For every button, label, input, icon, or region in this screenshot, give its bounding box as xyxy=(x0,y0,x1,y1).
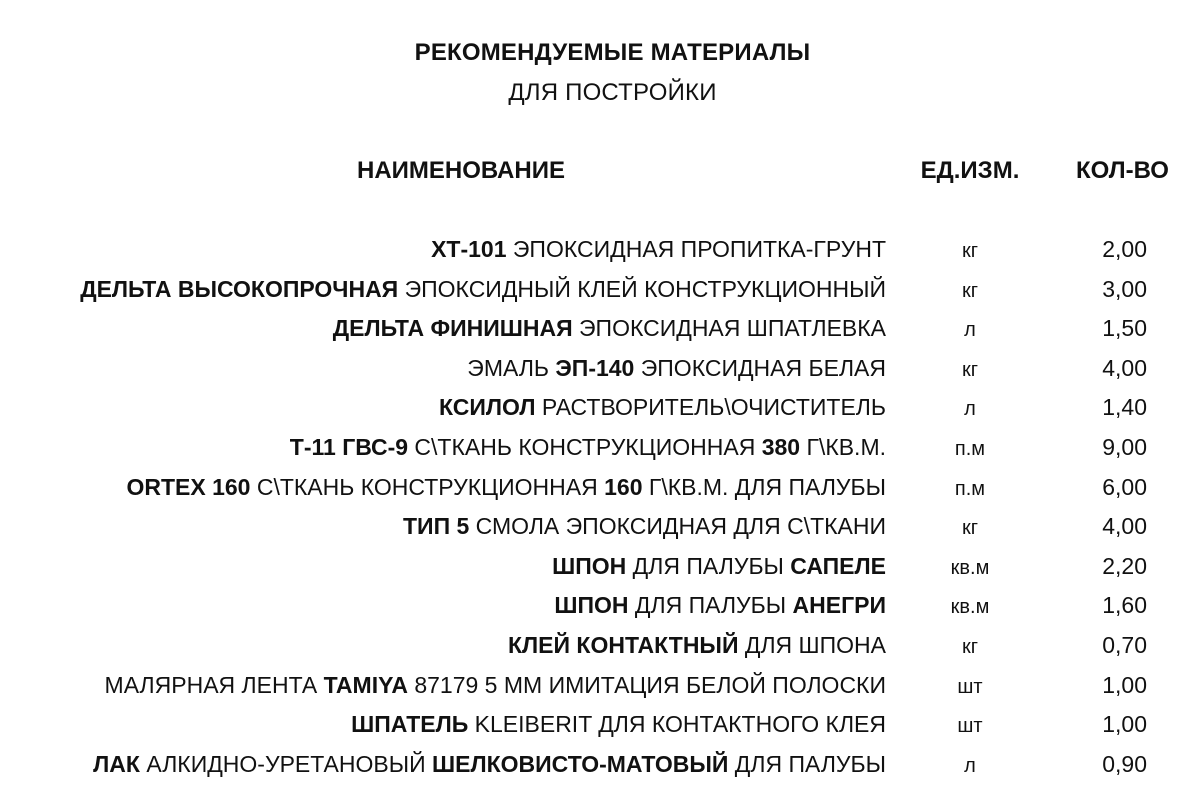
material-name xyxy=(20,353,886,383)
material-name-text: ЭПОКСИДНАЯ БЕЛАЯ xyxy=(634,354,886,381)
material-qty: 4,00 xyxy=(1102,354,1147,381)
material-name-bold: 380 xyxy=(761,433,801,460)
table-row xyxy=(0,670,1200,710)
material-qty: 6,00 xyxy=(1102,473,1147,500)
material-name-bold: АНЕГРИ xyxy=(792,592,886,619)
material-name-bold: ДЕЛЬТА ВЫСОКОПРОЧНАЯ xyxy=(80,275,399,302)
material-name-bold: ТИП 5 xyxy=(402,513,470,540)
material-name-text: ЭПОКСИДНАЯ ПРОПИТКА-ГРУНТ xyxy=(506,236,886,262)
material-name xyxy=(20,670,886,700)
material-unit: кв.м xyxy=(950,556,990,579)
material-qty: 1,40 xyxy=(1102,394,1147,421)
material-unit: шт xyxy=(957,675,983,698)
material-qty: 0,70 xyxy=(1102,631,1147,658)
column-header-unit: ЕД.ИЗМ. xyxy=(920,157,1020,184)
table-row xyxy=(0,709,1200,749)
material-qty: 1,00 xyxy=(1102,711,1147,738)
material-qty: 2,00 xyxy=(1102,236,1147,262)
material-name-bold: ШПОН xyxy=(554,592,629,619)
material-qty: 4,00 xyxy=(1102,513,1147,540)
material-name-bold: ORTEX 160 xyxy=(126,473,251,500)
page-title: РЕКОМЕНДУЕМЫЕ МАТЕРИАЛЫ xyxy=(414,39,811,66)
material-name xyxy=(20,234,886,264)
material-name xyxy=(20,749,886,779)
material-unit: л xyxy=(964,319,976,342)
table-row xyxy=(0,432,1200,472)
material-name-bold: ХТ-101 xyxy=(431,236,507,262)
material-name-text: ДЛЯ ПАЛУБЫ xyxy=(728,750,886,777)
material-name-text: Г\КВ.М. ДЛЯ ПАЛУБЫ xyxy=(642,473,886,500)
table-row xyxy=(0,630,1200,670)
material-name-bold: ШПАТЕЛЬ xyxy=(351,711,469,738)
material-name xyxy=(20,313,886,343)
page-subtitle: ДЛЯ ПОСТРОЙКИ xyxy=(508,79,717,106)
material-name-text: Г\КВ.М. xyxy=(800,433,886,460)
material-name xyxy=(20,590,886,620)
material-qty: 3,00 xyxy=(1102,275,1147,302)
material-unit: п.м xyxy=(954,437,986,460)
material-name-bold: ЭП-140 xyxy=(555,354,635,381)
material-qty: 1,60 xyxy=(1102,592,1147,619)
material-name xyxy=(20,630,886,660)
material-name-text: ЭПОКСИДНЫЙ КЛЕЙ КОНСТРУКЦИОННЫЙ xyxy=(398,275,886,302)
table-row xyxy=(0,472,1200,512)
material-qty: 9,00 xyxy=(1102,433,1147,460)
material-name xyxy=(20,432,886,462)
material-unit: кг xyxy=(961,517,979,540)
material-name xyxy=(20,709,886,739)
material-unit: кг xyxy=(961,358,979,381)
material-name-text: С\ТКАНЬ КОНСТРУКЦИОННАЯ xyxy=(408,433,762,460)
material-unit: шт xyxy=(957,715,983,738)
material-name-text: ЭПОКСИДНАЯ ШПАТЛЕВКА xyxy=(572,315,886,342)
material-name-bold: ЛАК xyxy=(93,750,140,777)
table-row xyxy=(0,313,1200,353)
table-row xyxy=(0,551,1200,591)
material-name xyxy=(20,511,886,541)
material-name-text: РАСТВОРИТЕЛЬ\ОЧИСТИТЕЛЬ xyxy=(535,394,886,421)
material-name xyxy=(20,392,886,422)
material-name-text: ЭМАЛЬ xyxy=(467,354,556,381)
material-name-bold: САПЕЛЕ xyxy=(790,552,886,579)
material-name-text: ДЛЯ ПАЛУБЫ xyxy=(628,592,793,619)
material-unit: л xyxy=(964,398,976,421)
material-unit: п.м xyxy=(954,477,986,500)
material-unit: л xyxy=(964,754,976,777)
material-name-bold: КСИЛОЛ xyxy=(439,394,536,421)
material-name-text: ДЛЯ ШПОНА xyxy=(738,631,886,658)
material-name-bold: TAMIYA xyxy=(323,671,408,698)
materials-table xyxy=(0,234,1200,788)
material-name-text: МАЛЯРНАЯ ЛЕНТА xyxy=(104,671,324,698)
table-row xyxy=(0,392,1200,432)
material-unit: кв.м xyxy=(950,596,990,619)
material-name-text: 87179 5 ММ ИМИТАЦИЯ БЕЛОЙ ПОЛОСКИ xyxy=(407,671,886,698)
material-name-text: ДЛЯ ПАЛУБЫ xyxy=(626,552,791,579)
table-row xyxy=(0,749,1200,789)
table-row xyxy=(0,234,1200,274)
material-name-bold: КЛЕЙ КОНТАКТНЫЙ xyxy=(507,631,739,658)
material-name xyxy=(20,472,886,502)
material-unit: кг xyxy=(961,240,979,262)
material-qty: 1,00 xyxy=(1102,671,1147,698)
table-row xyxy=(0,274,1200,314)
material-qty: 1,50 xyxy=(1102,315,1147,342)
material-unit: кг xyxy=(961,635,979,658)
material-qty: 2,20 xyxy=(1102,552,1147,579)
material-name-text: АЛКИДНО-УРЕТАНОВЫЙ xyxy=(139,750,433,777)
column-header-name: НАИМЕНОВАНИЕ xyxy=(357,157,565,184)
material-name xyxy=(20,551,886,581)
material-name-text: СМОЛА ЭПОКСИДНАЯ ДЛЯ С\ТКАНИ xyxy=(469,513,886,540)
table-row xyxy=(0,353,1200,393)
material-name-text: KLEIBERIT ДЛЯ КОНТАКТНОГО КЛЕЯ xyxy=(468,711,886,738)
column-header-qty: КОЛ-ВО xyxy=(1076,157,1169,184)
material-name-text: С\ТКАНЬ КОНСТРУКЦИОННАЯ xyxy=(250,473,605,500)
material-name xyxy=(20,274,886,304)
material-name-bold: Т-11 ГВС-9 xyxy=(289,433,409,460)
table-row xyxy=(0,590,1200,630)
material-name-bold: 160 xyxy=(604,473,643,500)
table-row xyxy=(0,511,1200,551)
material-name-bold: ШПОН xyxy=(552,552,627,579)
material-qty: 0,90 xyxy=(1102,750,1147,777)
material-name-bold: ДЕЛЬТА ФИНИШНАЯ xyxy=(332,315,573,342)
material-name-bold: ШЕЛКОВИСТО-МАТОВЫЙ xyxy=(432,750,729,777)
material-unit: кг xyxy=(961,279,979,302)
